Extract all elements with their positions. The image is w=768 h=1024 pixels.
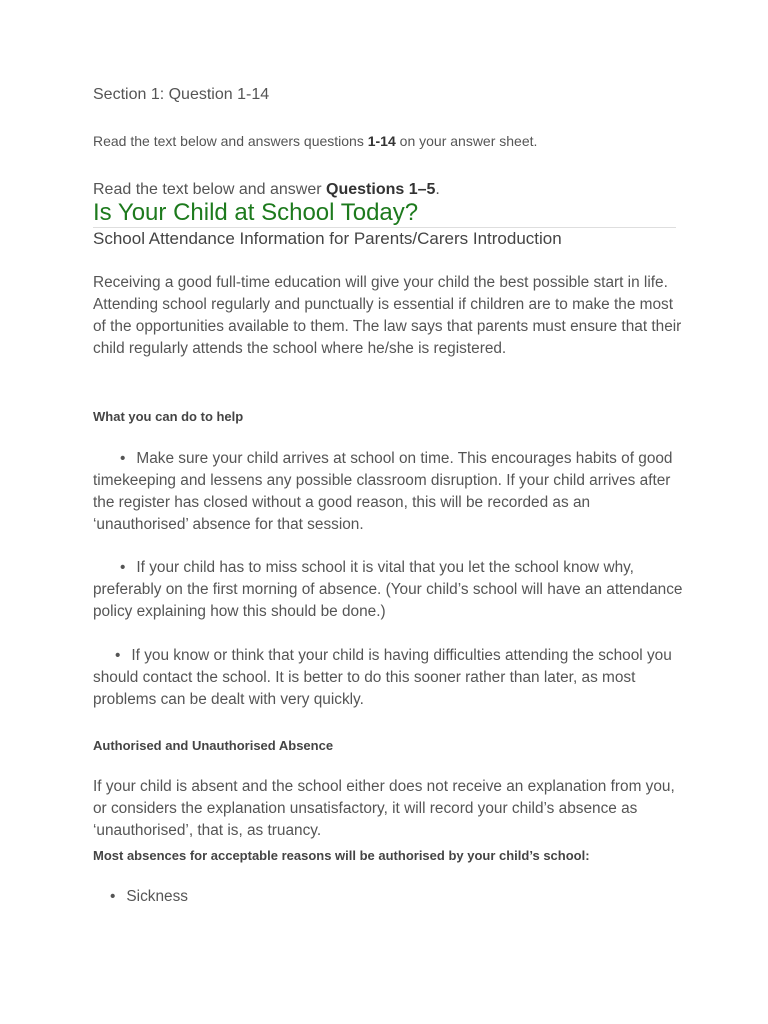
article-title: Is Your Child at School Today? [93,199,419,226]
instruction-answer-sheet [93,133,537,149]
article-subtitle: School Attendance Information for Parents/Carers Introduction [93,229,562,248]
instruction-text-end: . [435,181,440,198]
instruction-questions [93,181,440,199]
help-item [93,448,683,536]
reasons-heading: Most absences for acceptable reasons will be authorised by your child’s school: [93,848,590,863]
reason-item-text: Sickness [126,888,188,905]
intro-paragraph: Receiving a good full-time education will give your child the best possible start in life. Attending school regularly and punctually is essential if children are to make the most of the opportunities available to them. The law says that parents must ensure that their child regularly attends the school where he/she is registered. [93,274,682,357]
help-item [93,557,683,623]
help-item-text: If you know or think that your child is having difficulties attending the school you should contact the school. It is better to do this sooner rather than later, as most problems can be dealt with very quickly. [93,647,672,708]
help-heading: What you can do to help [93,409,244,424]
bullet-icon: • [120,450,126,467]
reason-item [93,886,683,908]
absence-heading: Authorised and Unauthorised Absence [93,738,334,753]
instruction-text: Read the text below and answers questions [93,133,368,149]
help-item-text: Make sure your child arrives at school on time. This encourages habits of good timekeeping and lessens any possible classroom disruption. If your child arrives after the register has closed without a good reason, this will be recorded as an ‘unauthorised’ absence for that session. [93,450,673,533]
bullet-icon: • [115,647,121,664]
instruction-text: Read the text below and answer [93,181,327,198]
bullet-icon: • [110,888,116,905]
instruction-text-end: on your answer sheet. [395,133,538,149]
bullet-icon: • [120,559,126,576]
instruction-question-range: Questions 1–5 [326,181,436,198]
help-item [93,645,683,711]
absence-paragraph: If your child is absent and the school either does not receive an explanation from you, or considers the explanation unsatisfactory, it will record your child’s absence as ‘unauthorised’, that is, as truancy. [93,778,675,839]
instruction-question-range: 1-14 [367,133,396,149]
title-divider [93,227,676,228]
help-item-text: If your child has to miss school it is vital that you let the school know why, preferably on the first morning of absence. (Your child’s school will have an attendance policy explaining how this should be done.) [93,559,683,620]
section-label: Section 1: Question 1-14 [93,86,270,103]
